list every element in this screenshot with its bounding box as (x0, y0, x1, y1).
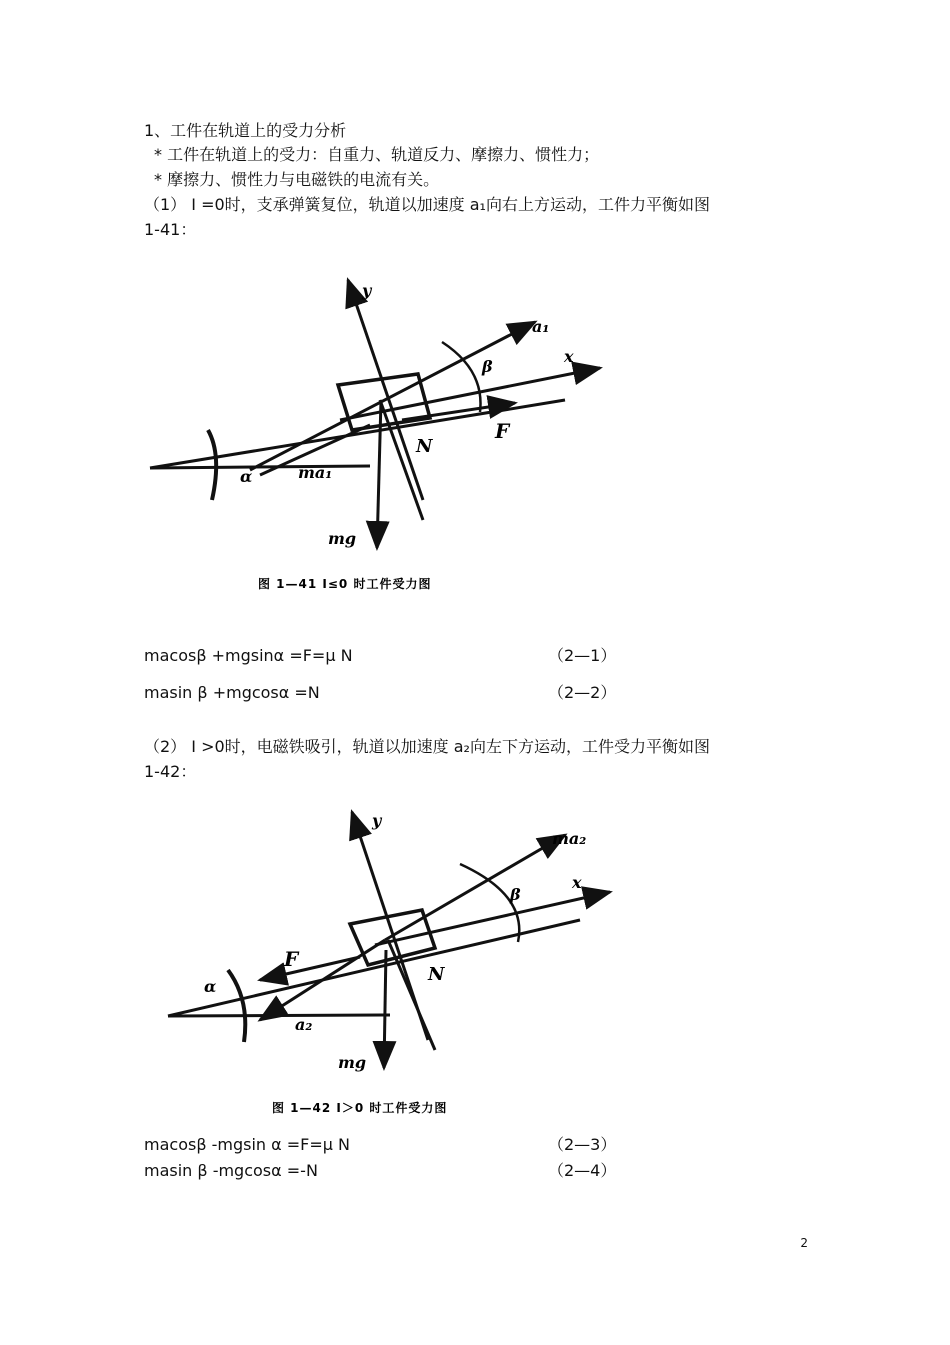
label-alpha: α (240, 467, 253, 486)
figure-1-42 (160, 800, 630, 1120)
label-mg: mg (338, 1053, 367, 1072)
equation-number-2-1: （2—1） (548, 646, 617, 665)
label-beta: β (482, 357, 493, 376)
bullet-current: * 摩擦力、惯性力与电磁铁的电流有关。 (154, 170, 440, 189)
mg-arrow (377, 400, 381, 548)
equation-number-2-2: （2—2） (548, 683, 617, 702)
alpha-arc (208, 430, 216, 500)
label-x: x (564, 347, 574, 366)
label-N: N (428, 964, 445, 985)
label-alpha: α (204, 977, 217, 996)
figure-caption: 图 1—41 I≤0 时工件受力图 (258, 577, 432, 591)
label-beta: β (510, 885, 521, 904)
label-N: N (416, 436, 433, 457)
case2-line2: 1-42： (144, 762, 197, 781)
equation-2-3: macosβ -mgsin α =F=μ N (144, 1135, 351, 1154)
equation-number-2-4: （2—4） (548, 1161, 617, 1180)
label-a1: a₁ (532, 317, 550, 336)
page-number: 2 (800, 1236, 808, 1250)
label-y: y (372, 811, 382, 830)
case2-line1: （2） I >0时，电磁铁吸引，轨道以加速度 a₂向左下方运动，工件受力平衡如图 (144, 737, 710, 756)
equation-number-2-3: （2—3） (548, 1135, 617, 1154)
case1-line1: （1） I =0时，支承弹簧复位，轨道以加速度 a₁向右上方运动，工件力平衡如图 (144, 195, 710, 214)
friction-arrow (260, 957, 360, 980)
a2-arrow (260, 940, 385, 1020)
figure-1-41 (140, 270, 620, 600)
baseline (168, 1015, 390, 1016)
a1-arrow (250, 322, 535, 470)
x-axis (340, 368, 600, 420)
bullet-forces: * 工件在轨道上的受力：自重力、轨道反力、摩擦力、惯性力； (154, 145, 600, 164)
figure-caption: 图 1—42 I＞0 时工件受力图 (272, 1101, 448, 1115)
label-ma1: ma₁ (298, 463, 333, 482)
equation-2-4: masin β -mgcosα =-N (144, 1161, 318, 1180)
equation-2-2: masin β +mgcosα =N (144, 683, 320, 702)
equation-2-1: macosβ +mgsinα =F=μ N (144, 646, 353, 665)
x-axis (375, 892, 610, 945)
section-heading: 1、工件在轨道上的受力分析 (144, 121, 347, 140)
label-a2: a₂ (295, 1015, 313, 1034)
label-ma2: ma₂ (552, 829, 587, 848)
label-x: x (572, 873, 582, 892)
label-y: y (362, 281, 372, 300)
alpha-arc (228, 970, 245, 1042)
case1-line2: 1-41： (144, 220, 197, 239)
label-mg: mg (328, 529, 357, 548)
mg-arrow (384, 950, 386, 1068)
ma2-arrow (385, 835, 565, 940)
label-F: F (284, 947, 299, 971)
label-F: F (495, 419, 510, 443)
